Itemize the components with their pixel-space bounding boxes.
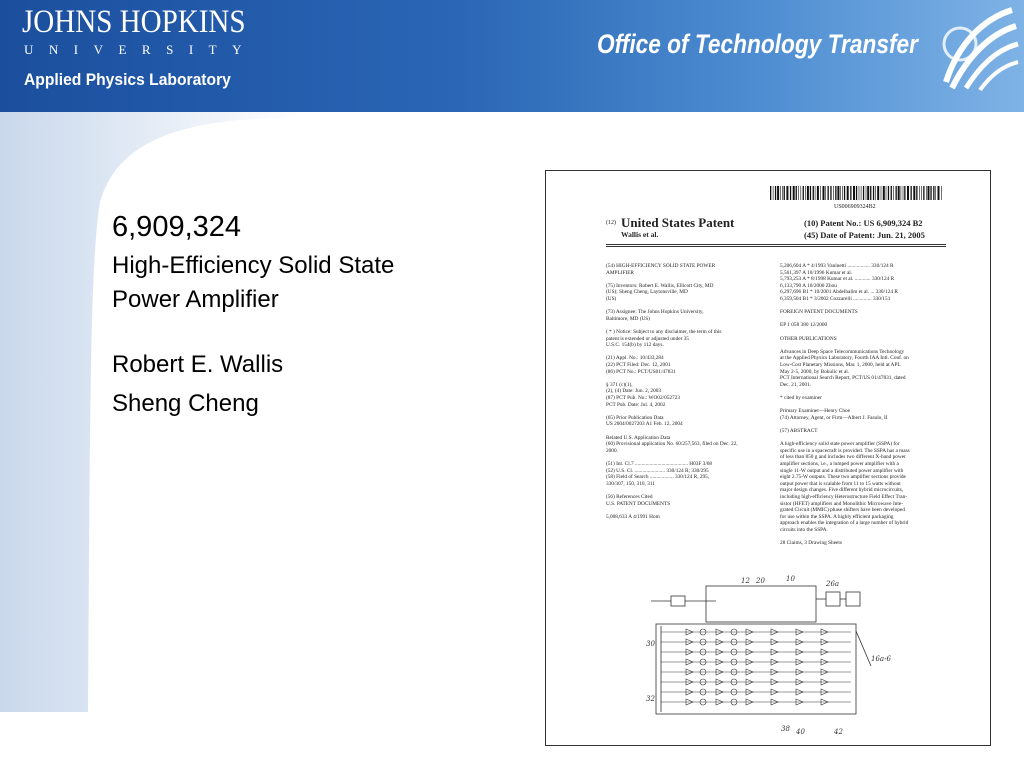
doc-left-line: § 371 (c)(1), [606,381,633,388]
svg-text:38: 38 [781,725,790,733]
divider [606,244,946,245]
doc-right-line: grated Circuit (MMIC) phase shifters have been developed [780,507,905,514]
doc-left-line: U.S.C. 154(b) by 112 days. [606,342,664,349]
doc-left-line: (65) Prior Publication Data [606,414,664,421]
doc-right-line: 5,206,604 A * 4/1993 Vaninetti ................. 330/124 R [780,263,894,269]
doc-right-line: circuits into the SSPA. [780,527,828,533]
ott-logo-icon [938,4,1018,90]
doc-right-line: including high-efficiency Heterostructure Field Effect Tran- [780,494,908,500]
doc-right-line: FOREIGN PATENT DOCUMENTS [780,309,858,316]
doc-left-line: AMPLIFIER [606,269,634,276]
doc-right-line: Dec. 21, 2001. [780,381,812,388]
inventor-2: Sheng Cheng [112,390,259,417]
doc-left-line: (56) References Cited [606,494,653,500]
doc-right-line: for use within the SSPA. A highly efficient packaging [780,513,894,520]
tag-12: (12) [606,220,616,226]
svg-text:40: 40 [796,728,805,736]
doc-left-line: (58) Field of Search .................. 330/124 R, 295, [606,474,710,481]
patent-document-image [545,170,991,746]
doc-left-line: ( * ) Notice: Subject to any disclaimer, the term of this [606,329,722,335]
doc-right-line: approach enables the integration of a large number of hybrid [780,520,909,527]
doc-right-line: 6,359,504 B1 * 3/2002 Cozzarelli .............. 330/151 [780,296,891,302]
doc-left-line: (73) Assignee: The Johns Hopkins University, [606,309,704,316]
doc-right-line: 28 Claims, 3 Drawing Sheets [780,540,842,547]
svg-text:26a: 26a [826,580,840,588]
patent-title-line-1: High-Efficiency Solid State [112,252,395,279]
doc-right-line: major design changes. Five different hybrid microcircuits, [780,487,904,494]
doc-right-line: 6,297,696 B1 * 10/2001 Abdelhalim et al. ... 330/124 R [780,289,898,296]
svg-text:12: 12 [741,577,750,585]
barcode-icon [770,186,944,206]
svg-text:16a-6: 16a-6 [871,655,891,663]
divider [606,246,946,247]
doc-right-line: sistor (HFET) amplifiers and Monolithic Microwave Inte- [780,500,903,507]
doc-right-line: Primary Examiner—Henry Choe [780,408,851,415]
lab-name: Applied Physics Laboratory [24,70,231,89]
doc-left-line: (86) PCT No.: PCT/US01/47831 [606,368,676,375]
doc-right-line: amplifier sections, i.e., a lumped power amplifier with a [780,461,899,467]
doc-left-line: (51) Int. Cl.7 ........................................ H03F 3/68 [606,461,713,467]
doc-right-line: 5,793,253 A * 8/1998 Kumar et al. ............ 330/124 R [780,276,895,283]
doc-right-line: Advances in Deep Space Telecommunications Technology [780,348,905,355]
doc-left-line: Baltimore, MD (US) [606,315,650,322]
doc-right-line: A high-efficiency solid state power amplifier (SSPA) for [780,441,900,448]
doc-right-line: of less than 850 g and includes two different X-band power [780,454,906,461]
doc-right-line: eight 2.75-W outputs. These two amplifier sections provide [780,474,906,481]
doc-left-line: (75) Inventors: Robert E. Wallis, Ellicott City, MD [606,282,714,289]
doc-right-line: * cited by examiner [780,395,822,401]
doc-right-line: OTHER PUBLICATIONS [780,335,837,342]
university-word: UNIVERSITY [24,42,257,57]
doc-right-line: 5,561,397 A 10/1996 Kumar et al. [780,269,853,276]
svg-text:20: 20 [756,577,765,585]
doc-left-line: Related U.S. Application Data [606,434,671,441]
doc-left-line: U.S. PATENT DOCUMENTS [606,500,671,507]
doc-right-line: single 11-W output and a distributed power amplifier with [780,467,904,474]
doc-applicant: Wallis et al. [621,230,659,239]
barcode-number: US006909324B2 [834,204,876,210]
doc-left-line: (2), (4) Date: Jun. 2, 2003 [606,388,662,395]
doc-left-line: 330/307, 150, 310, 311 [606,480,655,487]
header-banner [0,0,1024,112]
svg-text:10: 10 [786,575,795,583]
doc-left-line: (87) PCT Pub. No.: WO02/052723 [606,395,680,401]
doc-patent-date: (45) Date of Patent: Jun. 21, 2005 [804,230,925,240]
doc-patent-no: (10) Patent No.: US 6,909,324 B2 [804,218,923,228]
doc-right-line: (57) ABSTRACT [780,428,818,434]
doc-left-line: (US) [606,296,617,302]
doc-right-line: specific use in a spacecraft is provided. The SSPA has a mass [780,447,910,454]
circuit-diagram [646,575,891,736]
doc-right-line: Low-Cost Planetary Missions, Mar. 1, 2000, held at APL [780,362,901,368]
doc-right-line: PCT International Search Report, PCT/US 01/47831, dated [780,375,906,382]
university-name: JOHNS HOPKINS [22,4,246,40]
doc-right-line: May 2-5, 2000, by Bokulic et al. [780,368,849,375]
doc-left-line: (52) U.S. Cl. ....................... 330/124 R; 330/295 [606,467,709,474]
patent-number: 6,909,324 [112,211,242,243]
doc-right-line: 6,133,790 A 10/2000 Zhou [780,282,837,289]
doc-right-line: (74) Attorney, Agent, or Firm—Albert J. Fasulo, II [780,414,888,421]
svg-text:32: 32 [646,695,655,703]
inventor-1: Robert E. Wallis [112,351,284,378]
doc-left-line: (US); Sheng Cheng, Laytonsville, MD [606,289,688,296]
svg-text:30: 30 [646,640,655,648]
doc-left-line: patent is extended or adjusted under 35 [606,335,689,342]
doc-left-line: (60) Provisional application No. 60/257,563, filed on Dec. 22, [606,441,738,448]
doc-left-line: US 2004/0027203 A1 Feb. 12, 2004 [606,421,683,428]
doc-left-line: (22) PCT Filed: Dec. 12, 2001 [606,362,671,368]
office-name: Office of Technology Transfer [597,29,918,59]
patent-title-line-2: Power Amplifier [112,286,279,313]
svg-text:42: 42 [834,728,843,736]
doc-heading: United States Patent [621,215,735,230]
doc-left-line: (21) Appl. No.: 10/433,284 [606,355,664,362]
doc-left-line: 2000. [606,447,618,454]
doc-right-line: output power that is scalable from 11 to 15 watts without [780,480,901,487]
doc-left-line: PCT Pub. Date: Jul. 4, 2002 [606,401,666,408]
doc-left-line: (54) HIGH-EFFICIENCY SOLID STATE POWER [606,263,716,269]
doc-right-line: EP 1 058 380 12/2000 [780,322,828,329]
doc-right-line: at the Applied Physics Laboratory, Fourth IAA Intl. Conf. on [780,355,909,362]
doc-left-line: 5,008,633 A 4/1991 Hom [606,513,660,520]
